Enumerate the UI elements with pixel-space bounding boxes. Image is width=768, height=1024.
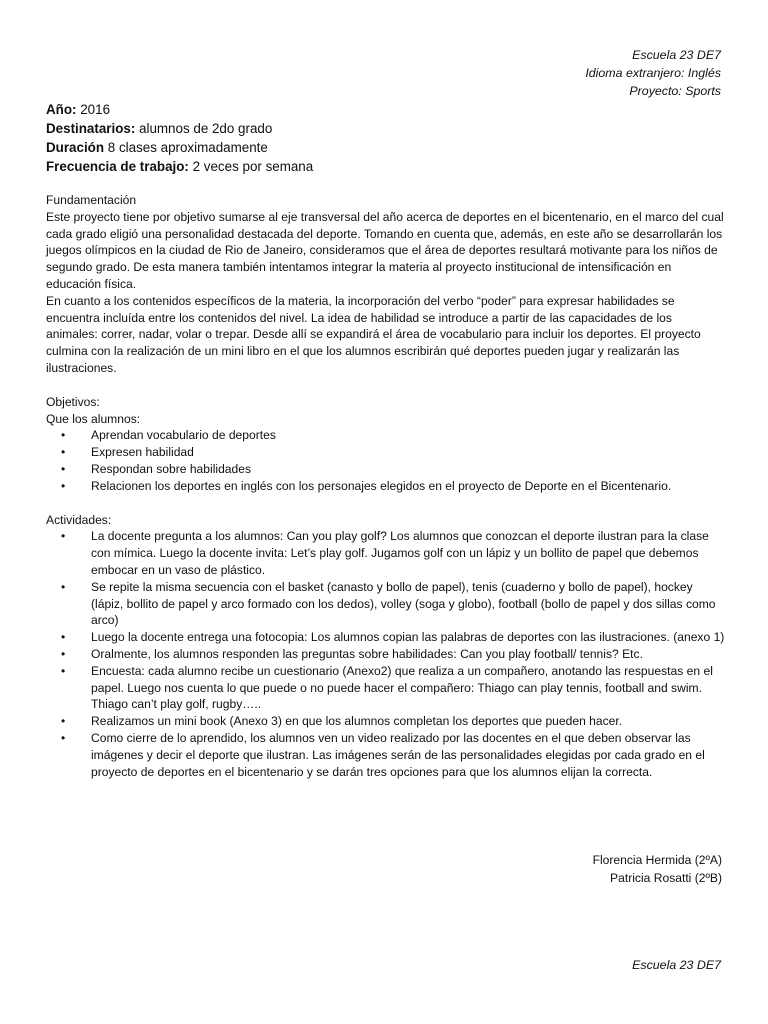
year-value: 2016: [80, 102, 111, 117]
document-body: [46, 192, 726, 780]
list-item: • Oralmente, los alumnos responden las preguntas sobre habilidades: Can you play football/ tennis? Etc.: [46, 646, 726, 663]
list-item: • Respondan sobre habilidades: [46, 461, 726, 478]
signature-line: Patricia Rosatti (2ºB): [610, 871, 722, 885]
list-item: • Aprendan vocabulario de deportes: [46, 427, 726, 444]
list-item: • Como cierre de lo aprendido, los alumnos ven un video realizado por las docentes en el que deben observar las imágenes y decir el deporte que ilustran. Las imágenes serán de las personalidades elegidas por cada grado en el proyecto de deportes en el bicentenario y se darán tres opciones para que los alumnos elijan la correcta.: [46, 730, 726, 780]
fundamentacion-paragraph-1: Este proyecto tiene por objetivo sumarse al eje transversal del año acerca de deportes en el bicentenario, en el marco del cual cada grado eligió una personalidad destacada del deporte. Tomando en cuenta que, además, en este año se desarrollarán los juegos olímpicos en la ciudad de Rio de Janeiro, consideramos que el área de deportes resultará motivante para los niños de segundo grado. De esta manera también intentamos integrar la materia al proyecto institucional de intensificación en educación física.: [46, 209, 724, 291]
duration-value: 8 clases aproximadamente: [107, 140, 268, 155]
signature-line: Florencia Hermida (2ºA): [592, 853, 722, 867]
list-item: • Encuesta: cada alumno recibe un cuestionario (Anexo2) que realiza a un compañero, anotando las respuestas en el papel. Luego nos cuenta lo que puede o no puede hacer el compañero: Thiago can play tennis, football and swim. Thiago can’t play golf, rugby…..: [46, 663, 726, 713]
year-row: [46, 100, 313, 119]
list-item: • Relacionen los deportes en inglés con los personajes elegidos en el proyecto de Deporte en el Bicentenario.: [46, 478, 726, 495]
audience-label: Destinatarios:: [46, 121, 136, 136]
signature-block: [593, 851, 722, 887]
objetivos-intro: Que los alumnos:: [46, 411, 141, 426]
page-footer: Escuela 23 DE7: [632, 958, 721, 972]
language-line: Idioma extranjero: Inglés: [585, 66, 721, 80]
objetivos-list: [46, 427, 726, 494]
project-line: Proyecto: Sports: [629, 84, 721, 98]
year-label: Año:: [46, 102, 77, 117]
frequency-label: Frecuencia de trabajo:: [46, 159, 189, 174]
fundamentacion-title: Fundamentación: [46, 193, 137, 207]
frequency-row: [46, 157, 313, 176]
school-name: Escuela 23 DE7: [632, 48, 721, 62]
objetivos-title: Objetivos:: [46, 394, 100, 409]
actividades-list: [46, 528, 726, 780]
list-item: • Luego la docente entrega una fotocopia: Los alumnos copian las palabras de deportes con las ilustraciones. (anexo 1): [46, 629, 726, 646]
fundamentacion-paragraph-2: En cuanto a los contenidos específicos de la materia, la incorporación del verbo “poder” para expresar habilidades se encuentra incluída entre los contenidos del nivel. La idea de habilidad se introduce a partir de las capacidades de los animales: correr, nadar, volar o trepar. Desde allí se expandirá el área de vocabulario para incluir los deportes. El proyecto culmina con la realización de un mini libro en el que los alumnos escribirán qué deportes pueden jugar y realizarán las ilustraciones.: [46, 293, 701, 375]
duration-row: [46, 138, 313, 157]
frequency-value: 2 veces por semana: [192, 159, 314, 174]
audience-value: alumnos de 2do grado: [139, 121, 273, 136]
list-item: • La docente pregunta a los alumnos: Can you play golf? Los alumnos que conozcan el deporte ilustran para la clase con mímica. Luego la docente invita: Let’s play golf. Jugamos golf con un lápiz y un bollito de papel que debemos embocar en un vaso de plástico.: [46, 528, 726, 578]
list-item: • Expresen habilidad: [46, 444, 726, 461]
project-meta: [46, 100, 313, 176]
list-item: • Realizamos un mini book (Anexo 3) en que los alumnos completan los deportes que pueden hacer.: [46, 713, 726, 730]
duration-label: Duración: [46, 140, 105, 155]
document-header: [585, 46, 721, 100]
list-item: • Se repite la misma secuencia con el basket (canasto y bollo de papel), tenis (cuaderno y bollo de papel), hockey (lápiz, bollito de papel y arco formado con los dedos), volley (soga y globo), football (bollo de papel y dos sillas como arco): [46, 579, 726, 629]
audience-row: [46, 119, 313, 138]
actividades-title: Actividades:: [46, 512, 112, 527]
